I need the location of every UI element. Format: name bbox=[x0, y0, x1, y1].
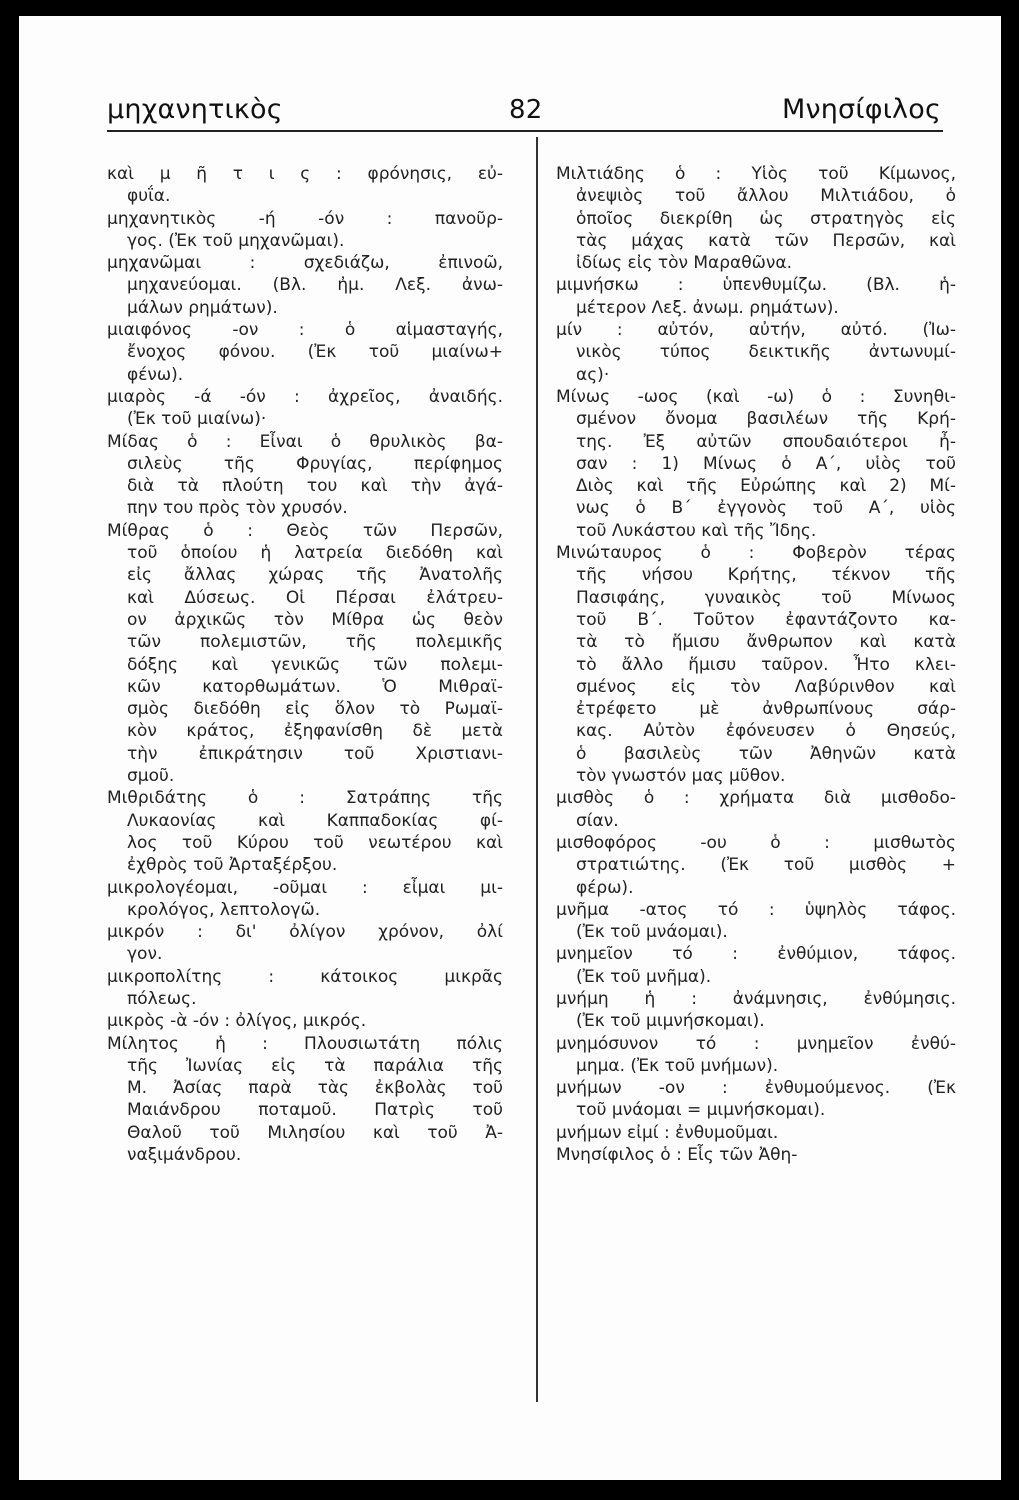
text-line: νως ὁ Β΄ ἐγγονὸς τοῦ Α΄, υἱὸς bbox=[576, 498, 956, 519]
text-line: μικρόν : δι' ὀλίγον χρόνον, ὀλί bbox=[107, 922, 503, 943]
text-line: μημα. (Ἐκ τοῦ μνήμων). bbox=[576, 1055, 779, 1076]
text-line: της. Ἐξ αὐτῶν σπουδαιότεροι ἦ- bbox=[576, 431, 956, 452]
text-line: εἰς ἄλλας χώρας τῆς Ἀνατολῆς bbox=[127, 565, 503, 586]
text-line: γος. (Ἐκ τοῦ μηχανῶμαι). bbox=[127, 230, 345, 251]
text-line: ον ἀρχικῶς τὸν Μίθρα ὡς θεὸν bbox=[127, 609, 503, 630]
text-line: τοῦ μνάομαι = μιμνήσκομαι). bbox=[576, 1100, 826, 1121]
text-line: μιμνήσκω : ὑπενθυμίζω. (Βλ. ἡ- bbox=[556, 275, 956, 296]
text-line: μνήμη ἡ : ἀνάμνησις, ἐνθύμησις. bbox=[556, 988, 956, 1009]
text-line: Μίνως -ωος (καὶ -ω) ὁ : Συνηθι- bbox=[556, 386, 956, 407]
text-line: μνημεῖον τό : ἐνθύμιον, τάφος. bbox=[556, 944, 956, 965]
text-line: Μίλητος ἡ : Πλουσιωτάτη πόλις bbox=[107, 1033, 503, 1054]
text-line: σίαν. bbox=[576, 810, 619, 831]
text-line: (Ἐκ τοῦ μιμνήσκομαι). bbox=[576, 1011, 765, 1032]
text-line: μισθοφόρος -ου ὁ : μισθωτὸς bbox=[556, 832, 956, 853]
text-line: Μίδας ὁ : Εἶναι ὁ θρυλικὸς βα- bbox=[107, 431, 503, 452]
text-line: νικὸς τύπος δεικτικῆς ἀντωνυμί- bbox=[576, 342, 956, 363]
text-line: διὰ τὰ πλούτη του καὶ τὴν ἀγά- bbox=[127, 476, 503, 497]
text-line: σαν : 1) Μίνως ὁ Α΄, υἱὸς τοῦ bbox=[576, 453, 956, 474]
text-line: μνῆμα -ατος τό : ὑψηλὸς τάφος. bbox=[556, 899, 956, 920]
text-line: δόξης καὶ γενικῶς τῶν πολεμι- bbox=[127, 654, 503, 675]
text-line: μνήμων -ον : ἐνθυμούμενος. (Ἐκ bbox=[556, 1078, 956, 1099]
text-line: σμένος εἰς τὸν Λαβύρινθον καὶ bbox=[576, 676, 956, 697]
text-line: Μίθρας ὁ : Θεὸς τῶν Περσῶν, bbox=[107, 520, 503, 541]
text-line: τῆς Ἰωνίας εἰς τὰ παράλια τῆς bbox=[127, 1055, 503, 1076]
dictionary-page bbox=[19, 16, 1001, 1480]
right-column bbox=[556, 163, 956, 1166]
text-line: τὸν γνωστόν μας μῦθον. bbox=[576, 766, 786, 787]
text-line: ἐτρέφετο μὲ ἀνθρωπίνους σάρ- bbox=[576, 699, 956, 720]
column-divider bbox=[536, 137, 538, 1402]
text-line: ἀνεψιὸς τοῦ ἄλλου Μιλτιάδου, ὁ bbox=[576, 186, 956, 207]
text-line: κρολόγος, λεπτολογῶ. bbox=[127, 899, 321, 920]
text-line: (Ἐκ τοῦ μνῆμα). bbox=[576, 966, 712, 987]
text-line: (Ἐκ τοῦ μνάομαι). bbox=[576, 922, 728, 943]
text-line: τὸ ἄλλο ἥμισυ ταῦρον. Ἦτο κλει- bbox=[576, 654, 956, 675]
text-line: μηχανεύομαι. (Βλ. ἠμ. Λεξ. ἀνω- bbox=[127, 275, 503, 296]
text-line: Θαλοῦ τοῦ Μιλησίου καὶ τοῦ Ἀ- bbox=[127, 1122, 503, 1143]
text-line: σμένον ὄνομα βασιλέων τῆς Κρή- bbox=[576, 409, 956, 430]
text-line: τὰς μάχας κατὰ τῶν Περσῶν, καὶ bbox=[576, 230, 956, 251]
text-line: μικρολογέομαι, -οῦμαι : εἶμαι μι- bbox=[107, 877, 503, 898]
page-header bbox=[107, 90, 941, 130]
text-line: μνημόσυνον τό : μνημεῖον ἐνθύ- bbox=[556, 1033, 956, 1054]
text-line: καὶ Δύσεως. Οἱ Πέρσαι ἐλάτρευ- bbox=[127, 587, 503, 608]
text-line: κὸν κράτος, ἐξηφανίσθη δὲ μετὰ bbox=[127, 721, 503, 742]
text-line: μικροπολίτης : κάτοικος μικρᾶς bbox=[107, 966, 503, 987]
text-line: ἐχθρὸς τοῦ Ἀρταξέρξου. bbox=[127, 855, 338, 876]
text-line: Λυκαονίας καὶ Καππαδοκίας φί- bbox=[127, 810, 503, 831]
text-line: ναξιμάνδρου. bbox=[127, 1145, 242, 1166]
text-line: Πασιφάης, γυναικὸς τοῦ Μίνωος bbox=[576, 587, 956, 608]
text-line: τῶν πολεμιστῶν, τῆς πολεμικῆς bbox=[127, 632, 503, 653]
text-line: μισθὸς ὁ : χρήματα διὰ μισθοδο- bbox=[556, 788, 956, 809]
text-line: ἔνοχος φόνου. (Ἐκ τοῦ μιαίνω+ bbox=[127, 342, 503, 363]
text-line: Διὸς καὶ τῆς Εὐρώπης καὶ 2) Μί- bbox=[576, 476, 956, 497]
text-line: τοῦ ὁποίου ἡ λατρεία διεδόθη καὶ bbox=[127, 543, 503, 564]
text-line: μικρὸς -ὰ -όν : ὀλίγος, μικρός. bbox=[107, 1011, 367, 1032]
text-line: Μιθριδάτης ὁ : Σατράπης τῆς bbox=[107, 788, 503, 809]
text-line: τῆς νήσου Κρήτης, τέκνον τῆς bbox=[576, 565, 956, 586]
text-line: ἰδίως εἰς τὸν Μαραθῶνα. bbox=[576, 253, 792, 274]
text-line: Μιλτιάδης ὁ : Υἱὸς τοῦ Κίμωνος, bbox=[556, 164, 956, 184]
text-line: Μινώταυρος ὁ : Φοβερὸν τέρας bbox=[556, 543, 956, 564]
text-line: μιαρὸς -ά -όν : ἀχρεῖος, ἀναιδής. bbox=[107, 386, 503, 407]
page-number: 82 bbox=[509, 95, 543, 125]
text-line: τὰ τὸ ἥμισυ ἄνθρωπον καὶ κατὰ bbox=[576, 632, 956, 653]
text-line: καὶ μ ῆ τ ι ς : φρόνησις, εὐ- bbox=[107, 164, 503, 184]
text-line: πόλεως. bbox=[127, 988, 197, 1009]
text-line: τοῦ Β΄. Τοῦτον ἐφαντάζοντο κα- bbox=[576, 609, 956, 630]
header-rule bbox=[107, 130, 943, 132]
text-line: λος τοῦ Κύρου τοῦ νεωτέρου καὶ bbox=[127, 832, 503, 853]
text-line: κῶν κατορθωμάτων. Ὁ Μιθραϊ- bbox=[127, 676, 503, 697]
text-line: μηχανῶμαι : σχεδιάζω, ἐπινοῶ, bbox=[107, 253, 503, 274]
text-line: μνήμων εἰμί : ἐνθυμοῦμαι. bbox=[556, 1122, 779, 1143]
text-line: σιλεὺς τῆς Φρυγίας, περίφημος bbox=[127, 453, 503, 474]
text-line: γον. bbox=[127, 944, 163, 965]
text-line: Μαιάνδρου ποταμοῦ. Πατρὶς τοῦ bbox=[127, 1100, 503, 1121]
text-line: κας. Αὐτὸν ἐφόνευσεν ὁ Θησεύς, bbox=[576, 721, 956, 742]
text-line: ὁ βασιλεὺς τῶν Ἀθηνῶν κατὰ bbox=[576, 743, 956, 764]
text-line: μίν : αὐτόν, αὐτήν, αὐτό. (Ἰω- bbox=[556, 320, 956, 341]
text-line: φένω). bbox=[127, 364, 184, 385]
text-line: μέτερον Λεξ. ἀνωμ. ρημάτων). bbox=[576, 297, 839, 318]
left-column bbox=[107, 163, 503, 1166]
text-line: πην του πρὸς τὸν χρυσόν. bbox=[127, 498, 348, 519]
text-line: Μνησίφιλος ὁ : Εἷς τῶν Ἀθη- bbox=[556, 1145, 798, 1166]
text-line: Μ. Ἀσίας παρὰ τὰς ἐκβολὰς τοῦ bbox=[127, 1078, 503, 1099]
text-line: σμὸς διεδόθη εἰς ὅλον τὸ Ρωμαϊ- bbox=[127, 699, 503, 720]
text-line: μιαιφόνος -ον : ὁ αἱμασταγής, bbox=[107, 320, 503, 341]
text-line: σμοῦ. bbox=[127, 766, 175, 787]
text-line: στρατιώτης. (Ἐκ τοῦ μισθὸς + bbox=[576, 855, 956, 876]
text-line: μηχανητικὸς -ή -όν : πανοῦρ- bbox=[107, 208, 503, 229]
text-line: (Ἐκ τοῦ μιαίνω)· bbox=[127, 409, 267, 430]
text-line: ὁποῖος διεκρίθη ὡς στρατηγὸς εἰς bbox=[576, 208, 956, 229]
header-left-guide-word: μηχανητικὸς bbox=[107, 94, 283, 125]
text-line: τὴν ἐπικράτησιν τοῦ Χριστιανι- bbox=[127, 743, 503, 764]
text-line: φέρω). bbox=[576, 877, 634, 898]
text-line: τοῦ Λυκάστου καὶ τῆς Ἴδης. bbox=[576, 520, 817, 541]
text-line: ας)· bbox=[576, 364, 610, 385]
header-right-guide-word: Μνησίφιλος bbox=[781, 94, 941, 125]
text-line: μάλων ρημάτων). bbox=[127, 297, 278, 318]
text-line: φυΐα. bbox=[127, 186, 171, 207]
